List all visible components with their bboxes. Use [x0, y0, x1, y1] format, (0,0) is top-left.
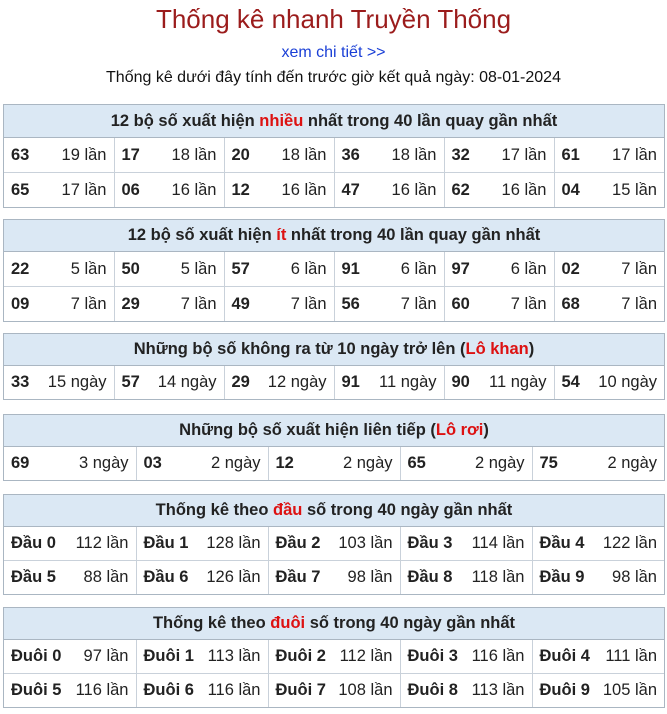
stat-cell: [400, 640, 532, 674]
stat-key: 17: [121, 145, 140, 164]
stat-count: 122 lần: [602, 534, 657, 552]
stat-cell: [136, 447, 268, 480]
stat-key: Đuôi 2: [275, 647, 326, 665]
stat-cell: [4, 640, 136, 674]
table-row: [4, 173, 664, 208]
stat-cell: [334, 138, 444, 173]
highlight-text: ít: [276, 226, 287, 244]
stat-cell: [224, 252, 334, 287]
stat-key: 32: [451, 145, 470, 164]
stat-count: 103 lần: [338, 534, 393, 552]
stats-table: [4, 447, 664, 480]
stat-count: 116 lần: [471, 647, 525, 665]
stat-count: 3 ngày: [78, 454, 129, 472]
most-frequent-panel: [3, 104, 665, 208]
stat-count: 88 lần: [83, 568, 129, 586]
stat-count: 14 ngày: [157, 373, 217, 391]
stat-count: 11 ngày: [379, 373, 437, 391]
stat-count: 18 lần: [391, 145, 437, 164]
stat-key: Đuôi 7: [275, 681, 326, 699]
highlight-text: đuôi: [270, 614, 306, 632]
stat-cell: [4, 674, 136, 708]
stat-key: Đầu 5: [11, 568, 56, 586]
stat-cell: [114, 138, 224, 173]
stat-cell: [136, 527, 268, 561]
stat-cell: [444, 366, 554, 399]
stat-count: 7 lần: [621, 294, 657, 313]
stat-count: 108 lần: [338, 681, 393, 699]
stat-key: 91: [341, 373, 360, 391]
highlight-text: nhiều: [259, 112, 304, 130]
stat-count: 5 lần: [180, 259, 217, 278]
stat-key: Đầu 3: [407, 534, 453, 552]
stat-key: 06: [121, 180, 140, 199]
stat-cell: [4, 527, 136, 561]
stat-count: 11 ngày: [489, 373, 547, 391]
stat-count: 16 lần: [281, 180, 327, 199]
stat-key: 60: [451, 294, 470, 313]
stat-count: 17 lần: [612, 145, 657, 164]
stat-key: 90: [451, 373, 470, 391]
detail-link[interactable]: xem chi tiết >>: [281, 44, 386, 61]
duoi-panel: [3, 607, 665, 708]
stat-cell: [4, 173, 114, 208]
stat-key: Đầu 6: [143, 568, 189, 586]
stat-key: 49: [231, 294, 250, 313]
stat-cell: [268, 447, 400, 480]
stat-count: 126 lần: [206, 568, 261, 586]
page-title: Thống kê nhanh Truyền Thống: [155, 4, 512, 34]
panel-title: Những bộ số không ra từ 10 ngày trở lên (Lô khan): [4, 334, 664, 366]
table-row: [4, 252, 664, 287]
stat-count: 98 lần: [347, 568, 393, 586]
stat-count: 116 lần: [207, 681, 261, 699]
stat-cell: [444, 252, 554, 287]
stat-cell: [334, 252, 444, 287]
stat-key: 63: [11, 145, 30, 164]
lo-roi-panel: [3, 414, 665, 481]
stat-key: 47: [341, 180, 360, 199]
stat-cell: [136, 674, 268, 708]
stat-key: 29: [121, 294, 140, 313]
stat-key: Đầu 2: [275, 534, 321, 552]
stat-count: 16 lần: [391, 180, 437, 199]
stat-cell: [114, 173, 224, 208]
stat-cell: [114, 366, 224, 399]
highlight-text: đầu: [273, 501, 303, 519]
stat-cell: [400, 527, 532, 561]
stat-cell: [554, 252, 664, 287]
stat-key: Đuôi 4: [539, 647, 590, 665]
stat-key: 22: [11, 259, 30, 278]
stat-count: 128 lần: [206, 534, 261, 552]
stat-cell: [224, 138, 334, 173]
stat-cell: [334, 173, 444, 208]
stats-table: [4, 252, 664, 321]
stat-key: 50: [121, 259, 140, 278]
stat-key: 68: [561, 294, 580, 313]
table-row: [4, 447, 664, 480]
table-row: [4, 287, 664, 322]
stat-count: 98 lần: [612, 568, 657, 586]
stat-key: 29: [231, 373, 250, 391]
stat-cell: [400, 561, 532, 595]
lo-khan-panel: [3, 333, 665, 400]
stat-cell: [4, 366, 114, 399]
stat-count: 112 lần: [339, 647, 393, 665]
stat-cell: [334, 287, 444, 322]
stat-cell: [268, 640, 400, 674]
stat-key: 09: [11, 294, 30, 313]
stat-cell: [4, 447, 136, 480]
stat-key: Đuôi 9: [539, 681, 590, 699]
stat-cell: [114, 252, 224, 287]
stat-count: 5 lần: [70, 259, 107, 278]
stat-cell: [4, 252, 114, 287]
highlight-text: Lô rơi: [435, 421, 484, 439]
stat-count: 7 lần: [290, 294, 327, 313]
stat-key: 65: [11, 180, 30, 199]
stat-cell: [554, 287, 664, 322]
stat-key: 97: [451, 259, 470, 278]
table-row: [4, 674, 664, 708]
stat-count: 18 lần: [281, 145, 327, 164]
stat-cell: [444, 287, 554, 322]
stat-cell: [136, 640, 268, 674]
stat-key: 33: [11, 373, 30, 391]
stat-count: 113 lần: [207, 647, 261, 665]
stat-key: Đầu 8: [407, 568, 453, 586]
stat-key: 61: [561, 145, 580, 164]
stat-count: 7 lần: [70, 294, 107, 313]
stat-key: 57: [121, 373, 140, 391]
stat-count: 97 lần: [83, 647, 129, 665]
stat-count: 17 lần: [61, 180, 107, 199]
stat-key: 02: [561, 259, 580, 278]
stat-key: Đuôi 8: [407, 681, 458, 699]
highlight-text: Lô khan: [465, 340, 529, 358]
stat-key: 20: [231, 145, 250, 164]
stat-cell: [444, 173, 554, 208]
stat-count: 10 ngày: [598, 373, 657, 391]
stat-count: 114 lần: [471, 534, 525, 552]
page-subtitle: Thống kê dưới đây tính đến trước giờ kết quả ngày: 08-01-2024: [106, 69, 561, 86]
table-row: [4, 640, 664, 674]
stat-cell: [532, 527, 664, 561]
stat-key: 75: [539, 454, 558, 472]
stat-key: 65: [407, 454, 426, 472]
stat-count: 19 lần: [61, 145, 107, 164]
stat-key: 54: [561, 373, 580, 391]
stat-count: 7 lần: [400, 294, 437, 313]
stat-cell: [4, 138, 114, 173]
stat-count: 116 lần: [75, 681, 129, 699]
stat-key: Đầu 9: [539, 568, 585, 586]
stat-key: 56: [341, 294, 360, 313]
stat-cell: [554, 366, 664, 399]
stat-key: Đuôi 3: [407, 647, 458, 665]
stat-key: 36: [341, 145, 360, 164]
stat-cell: [224, 287, 334, 322]
table-row: [4, 561, 664, 595]
stat-count: 111 lần: [605, 647, 657, 665]
table-row: [4, 138, 664, 173]
stat-count: 18 lần: [171, 145, 217, 164]
stat-cell: [532, 561, 664, 595]
stat-key: 57: [231, 259, 250, 278]
stat-cell: [268, 527, 400, 561]
stat-count: 118 lần: [471, 568, 525, 586]
stat-key: Đầu 1: [143, 534, 189, 552]
panel-title: Thống kê theo đầu số trong 40 ngày gần nhất: [4, 495, 664, 527]
stat-count: 12 ngày: [267, 373, 327, 391]
stat-key: 12: [231, 180, 250, 199]
stat-count: 105 lần: [602, 681, 657, 699]
stat-key: 12: [275, 454, 294, 472]
stat-count: 15 ngày: [47, 373, 107, 391]
stat-key: Đuôi 6: [143, 681, 194, 699]
stats-table: [4, 527, 664, 594]
stat-cell: [554, 173, 664, 208]
stat-count: 2 ngày: [607, 454, 657, 472]
stat-count: 7 lần: [180, 294, 217, 313]
stat-count: 16 lần: [501, 180, 547, 199]
stat-count: 15 lần: [612, 180, 657, 199]
stats-table: [4, 366, 664, 399]
panel-title: Thống kê theo đuôi số trong 40 ngày gần nhất: [4, 608, 664, 640]
stats-table: [4, 640, 664, 707]
stat-count: 16 lần: [171, 180, 217, 199]
stat-cell: [4, 561, 136, 595]
stat-cell: [400, 674, 532, 708]
stat-cell: [268, 561, 400, 595]
stat-key: 03: [143, 454, 162, 472]
stat-key: Đuôi 0: [11, 647, 62, 665]
stat-key: Đuôi 1: [143, 647, 194, 665]
panel-title: Những bộ số xuất hiện liên tiếp (Lô rơi): [4, 415, 664, 447]
stat-key: 04: [561, 180, 580, 199]
stat-count: 6 lần: [400, 259, 437, 278]
stat-key: 69: [11, 454, 30, 472]
stat-count: 112 lần: [75, 534, 129, 552]
stat-count: 6 lần: [290, 259, 327, 278]
least-frequent-panel: [3, 219, 665, 322]
stat-count: 2 ngày: [342, 454, 393, 472]
stat-cell: [114, 287, 224, 322]
panel-title: 12 bộ số xuất hiện nhiều nhất trong 40 lần quay gần nhất: [4, 105, 664, 138]
stat-cell: [400, 447, 532, 480]
dau-panel: [3, 494, 665, 595]
stat-key: Đầu 0: [11, 534, 56, 552]
stat-key: 62: [451, 180, 470, 199]
panel-title: 12 bộ số xuất hiện ít nhất trong 40 lần quay gần nhất: [4, 220, 664, 252]
stat-cell: [334, 366, 444, 399]
stat-count: 7 lần: [621, 259, 657, 278]
table-row: [4, 366, 664, 399]
stat-cell: [532, 447, 664, 480]
stat-key: Đầu 4: [539, 534, 585, 552]
stat-cell: [444, 138, 554, 173]
stat-cell: [532, 640, 664, 674]
stat-cell: [136, 561, 268, 595]
stats-table: [4, 138, 664, 207]
stat-key: 91: [341, 259, 360, 278]
stat-key: Đuôi 5: [11, 681, 62, 699]
stat-key: Đầu 7: [275, 568, 321, 586]
table-row: [4, 527, 664, 561]
stat-count: 2 ngày: [474, 454, 525, 472]
stat-cell: [554, 138, 664, 173]
stat-count: 113 lần: [471, 681, 525, 699]
stat-count: 6 lần: [510, 259, 547, 278]
stat-cell: [224, 173, 334, 208]
stat-cell: [224, 366, 334, 399]
stat-cell: [532, 674, 664, 708]
stat-count: 2 ngày: [210, 454, 261, 472]
stat-cell: [268, 674, 400, 708]
stat-count: 17 lần: [501, 145, 547, 164]
stat-cell: [4, 287, 114, 322]
stat-count: 7 lần: [510, 294, 547, 313]
